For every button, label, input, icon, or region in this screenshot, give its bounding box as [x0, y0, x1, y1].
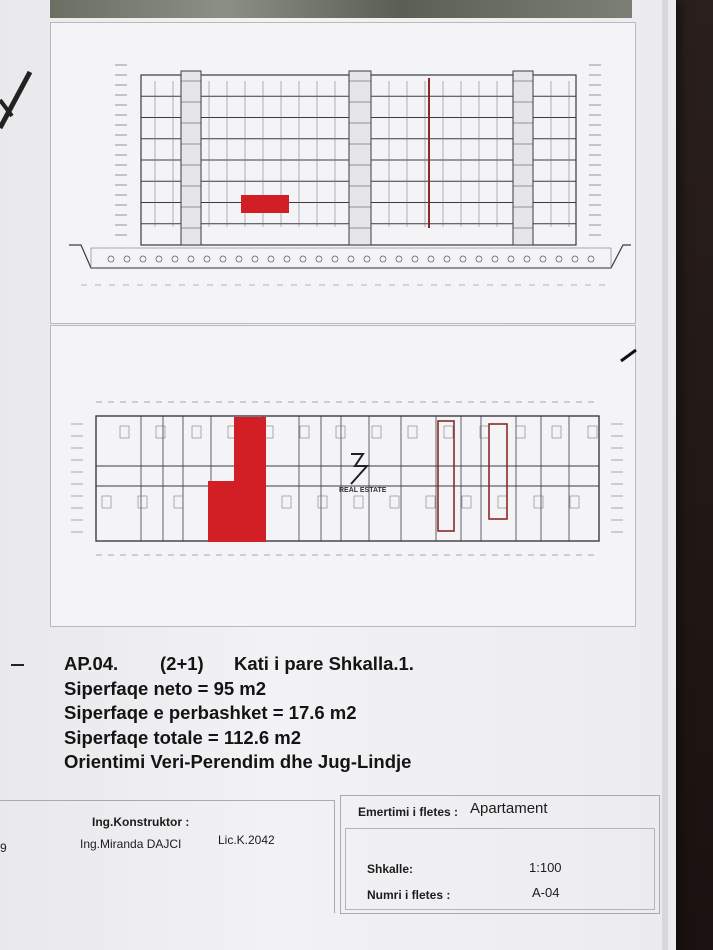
furniture-block: [354, 496, 363, 508]
margin-dash: [11, 664, 24, 666]
sheet-edge: [662, 0, 668, 950]
car-symbol: [412, 256, 418, 262]
furniture-block: [426, 496, 435, 508]
furniture-block: [282, 496, 291, 508]
car-symbol: [284, 256, 290, 262]
furniture-block: [552, 426, 561, 438]
car-symbol: [220, 256, 226, 262]
engineer-name: Ing.Miranda DAJCI: [80, 837, 182, 851]
car-symbol: [364, 256, 370, 262]
car-symbol: [492, 256, 498, 262]
building-photo-strip: [50, 0, 632, 18]
stair-core: [513, 71, 533, 245]
watermark-text: REAL ESTATE: [339, 487, 387, 494]
furniture-block: [390, 496, 399, 508]
stair-core-plan: [438, 421, 454, 531]
scale-label: Shkalle:: [367, 862, 414, 876]
apartment-heading: [64, 652, 414, 677]
car-symbol: [300, 256, 306, 262]
basement-band: [91, 248, 611, 268]
furniture-block: [102, 496, 111, 508]
car-symbol: [156, 256, 162, 262]
apartment-code: AP.04.: [64, 653, 119, 674]
furniture-block: [300, 426, 309, 438]
car-symbol: [380, 256, 386, 262]
car-symbol: [588, 256, 594, 262]
car-symbol: [172, 256, 178, 262]
car-symbol: [444, 256, 450, 262]
car-symbol: [108, 256, 114, 262]
car-symbol: [236, 256, 242, 262]
car-symbol: [556, 256, 562, 262]
car-symbol: [572, 256, 578, 262]
north-arrow-mark: [618, 345, 640, 365]
sheet-name-value: Apartament: [470, 800, 548, 817]
furniture-block: [534, 496, 543, 508]
car-symbol: [316, 256, 322, 262]
car-symbol: [428, 256, 434, 262]
apartment-floor: Kati i pare Shkalla.1.: [234, 653, 414, 674]
car-symbol: [204, 256, 210, 262]
furniture-block: [318, 496, 327, 508]
car-symbol: [508, 256, 514, 262]
stair-core: [349, 71, 371, 245]
scale-value: 1:100: [529, 860, 562, 875]
car-symbol: [188, 256, 194, 262]
net-area: Siperfaqe neto = 95 m2: [64, 677, 267, 699]
plan-outline: [96, 416, 599, 541]
edge-number: 9: [0, 841, 7, 855]
total-area: Siperfaqe totale = 112.6 m2: [64, 726, 302, 748]
shared-area: Siperfaqe e perbashket = 17.6 m2: [64, 702, 357, 723]
furniture-block: [156, 426, 165, 438]
furniture-block: [192, 426, 201, 438]
car-symbol: [524, 256, 530, 262]
sheet-number-label: Numri i fletes :: [367, 888, 451, 902]
stair-core: [181, 71, 201, 245]
furniture-block: [120, 426, 129, 438]
furniture-block: [336, 426, 345, 438]
apartment-info: [64, 652, 414, 775]
elevation-panel: [50, 22, 636, 324]
watermark-logo: [351, 454, 367, 484]
car-symbol: [396, 256, 402, 262]
sheet-number-value: A-04: [532, 885, 560, 900]
furniture-block: [372, 426, 381, 438]
orientation: Orientimi Veri-Perendim dhe Jug-Lindje: [64, 751, 412, 772]
car-symbol: [252, 256, 258, 262]
car-symbol: [540, 256, 546, 262]
sheet-name-label: Emertimi i fletes :: [358, 805, 459, 819]
highlighted-apartment-plan-lower: [208, 481, 266, 542]
apartment-type: (2+1): [160, 653, 204, 674]
furniture-block: [588, 426, 597, 438]
car-symbol: [140, 256, 146, 262]
furniture-block: [174, 496, 183, 508]
furniture-block: [570, 496, 579, 508]
furniture-block: [516, 426, 525, 438]
car-symbol: [460, 256, 466, 262]
engineer-label: Ing.Konstruktor :: [92, 815, 190, 829]
car-symbol: [476, 256, 482, 262]
car-symbol: [332, 256, 338, 262]
furniture-block: [498, 496, 507, 508]
furniture-block: [138, 496, 147, 508]
floor-plan-drawing: [51, 326, 635, 626]
car-symbol: [348, 256, 354, 262]
highlighted-apartment-elevation: [241, 195, 289, 213]
furniture-block: [444, 426, 453, 438]
car-symbol: [124, 256, 130, 262]
corner-arrow-mark: [0, 60, 40, 140]
floor-plan-panel: [50, 325, 636, 627]
elevation-drawing: [51, 23, 635, 323]
furniture-block: [462, 496, 471, 508]
car-symbol: [268, 256, 274, 262]
license-number: Lic.K.2042: [218, 833, 275, 847]
furniture-block: [408, 426, 417, 438]
